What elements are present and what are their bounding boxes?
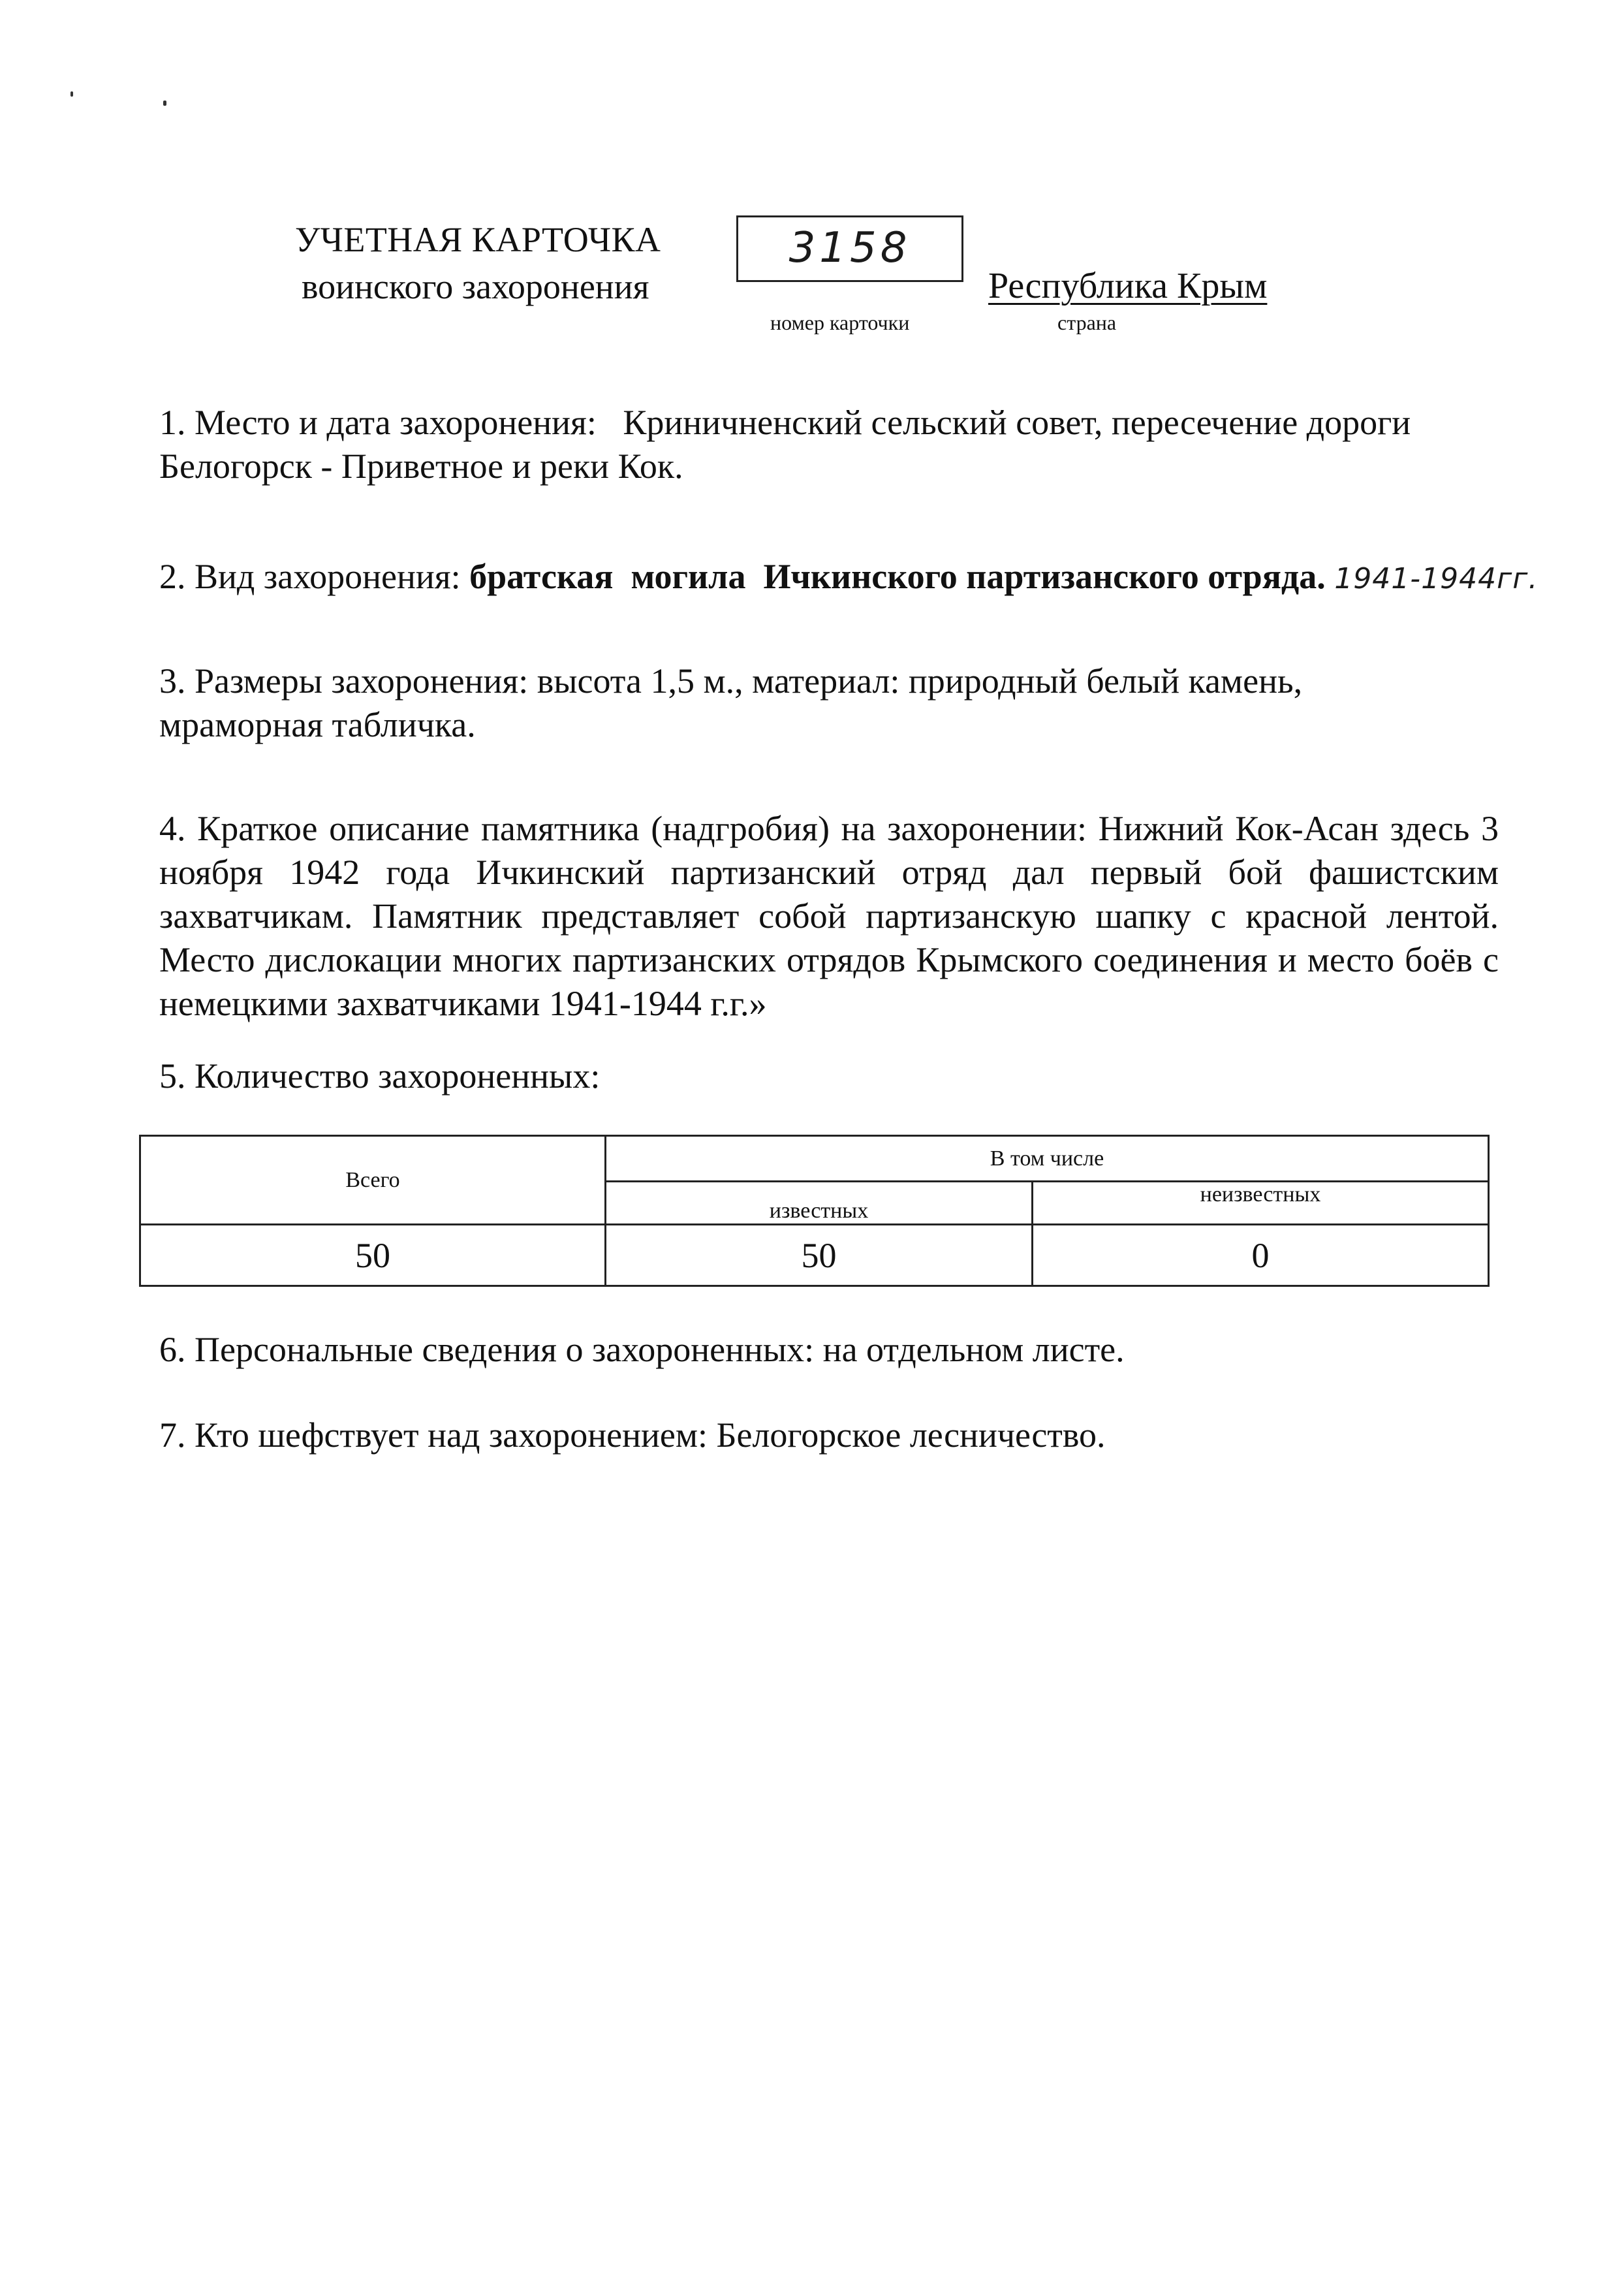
item-monument-description: 4. Краткое описание памятника (надгробия) на захоронении: Нижний Кок-Асан здесь 3 ноября 1942 года Ичкинский партизанский отряд дал первый бой фашистским захватчикам. Памятник представляет собой партизанскую шапку с красной лентой. Место дислокации многих партизанских отрядов Крымского соединения и место боёв с немецкими захватчиками 1941-1944 г.г.»: [159, 809, 1499, 1023]
country-value: Республика Крым: [988, 266, 1268, 306]
item-burial-place: [159, 401, 1499, 488]
item-burial-size-line2: мраморная табличка.: [159, 705, 476, 744]
header-including: В том числе: [606, 1136, 1489, 1182]
value-unknown: 0: [1033, 1225, 1489, 1286]
item-burial-type-label: 2. Вид захоронения:: [159, 557, 470, 596]
card-subtitle: воинского захоронения: [302, 267, 649, 306]
item-burial-place-line2: Белогорск - Приветное и реки Кок.: [159, 447, 683, 486]
item-burial-type-value: братская могила Ичкинского партизанского отряда.: [469, 557, 1326, 596]
handwritten-years: 1941-1944гг.: [1334, 562, 1538, 595]
item-patron: 7. Кто шефствует над захоронением: Белогорское лесничество.: [159, 1415, 1106, 1455]
value-total: 50: [140, 1225, 606, 1286]
value-known: 50: [606, 1225, 1033, 1286]
header-unknown: неизвестных: [1033, 1182, 1489, 1225]
table-header-row: [140, 1136, 1489, 1182]
country-caption: страна: [1057, 311, 1117, 334]
item-personal-info: 6. Персональные сведения о захороненных: на отдельном листе.: [159, 1330, 1125, 1369]
buried-count-table: [139, 1135, 1490, 1287]
header-total: Всего: [140, 1136, 606, 1225]
card-number-box: [736, 215, 963, 282]
scan-speck: [163, 101, 166, 106]
scan-speck: [70, 91, 73, 97]
card-number-caption: номер карточки: [770, 311, 910, 334]
card-title: УЧЕТНАЯ КАРТОЧКА: [295, 220, 661, 259]
item-burial-place-line1: 1. Место и дата захоронения: Криничненский сельский совет, пересечение дороги: [159, 403, 1411, 442]
table-row: [140, 1225, 1489, 1286]
card-number: 3158: [789, 224, 911, 272]
item-burial-type: [159, 555, 1538, 601]
header-known: известных: [606, 1182, 1033, 1225]
item-buried-count: 5. Количество захороненных:: [159, 1056, 601, 1096]
item-burial-size: [159, 659, 1499, 747]
item-burial-size-line1: 3. Размеры захоронения: высота 1,5 м., материал: природный белый камень,: [159, 661, 1303, 701]
